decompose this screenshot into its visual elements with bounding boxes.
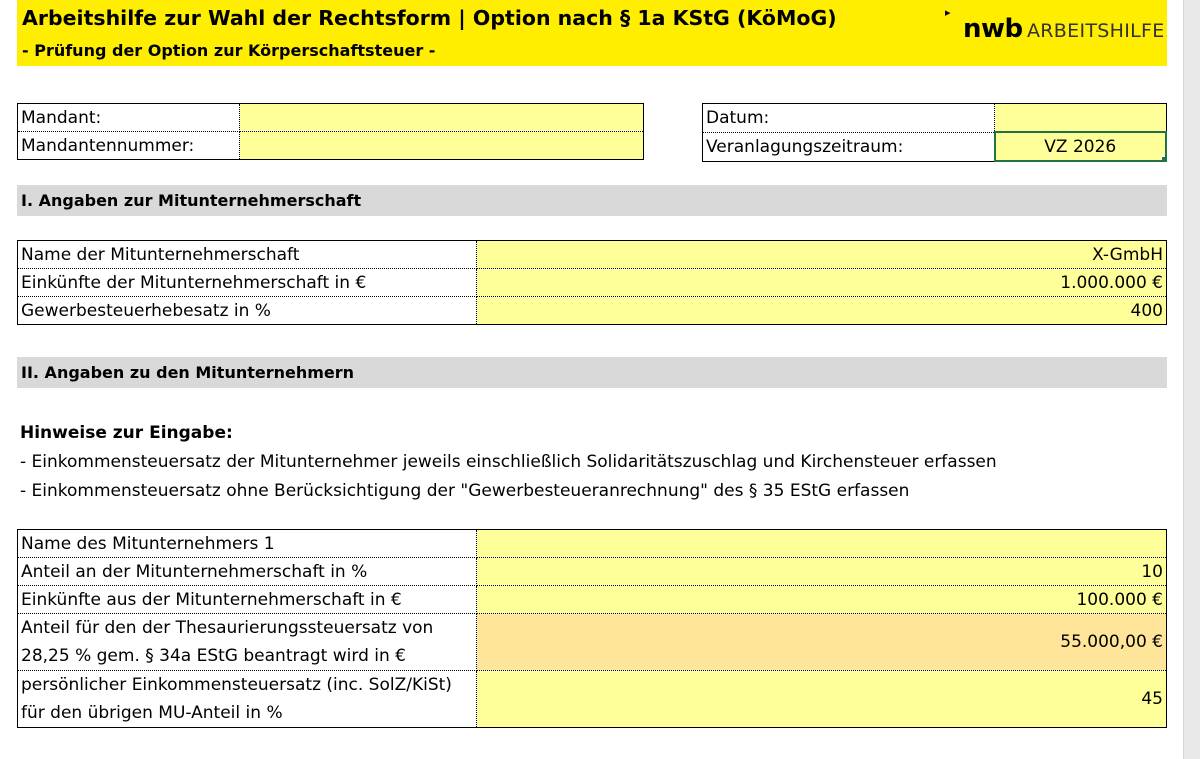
- name-mitunternehmer-input[interactable]: [477, 530, 1167, 558]
- mandant-input[interactable]: [240, 104, 644, 132]
- section-2-header: [17, 357, 1167, 388]
- hint-2: - Einkommensteuersatz ohne Berücksichtigung der "Gewerbesteueranrechnung" des § 35 EStG erfassen: [20, 481, 910, 501]
- row-label: persönlicher Einkommensteuersatz (inc. SolZ/KiSt) für den übrigen MU-Anteil in %: [18, 671, 477, 728]
- veranlagungszeitraum-value: VZ 2026: [1044, 136, 1117, 157]
- row-label: Name der Mitunternehmerschaft: [18, 241, 477, 269]
- logo-text: ARBEITSHILFE: [1027, 20, 1165, 42]
- row-label: Einkünfte der Mitunternehmerschaft in €: [18, 269, 477, 297]
- section-2-table: [17, 529, 1167, 728]
- table-row: [18, 614, 1167, 671]
- row-label: Einkünfte aus der Mitunternehmerschaft in €: [18, 586, 477, 614]
- mandantennummer-label: Mandantennummer:: [18, 132, 240, 160]
- steuersatz-input[interactable]: 45: [477, 671, 1167, 728]
- section-1-header: [17, 185, 1167, 216]
- datum-label: Datum:: [703, 104, 995, 133]
- name-mitunternehmerschaft-input[interactable]: X-GmbH: [477, 241, 1167, 269]
- section-1-title: I. Angaben zur Mitunternehmerschaft: [21, 191, 362, 210]
- table-row: [18, 586, 1167, 614]
- mandant-label: Mandant:: [18, 104, 240, 132]
- table-row: [18, 269, 1167, 297]
- section-1-table: [17, 240, 1167, 325]
- hint-1: - Einkommensteuersatz der Mitunternehmer jeweils einschließlich Solidaritätszuschlag und Kirchensteuer erfassen: [20, 452, 997, 472]
- section-2-title: II. Angaben zu den Mitunternehmern: [21, 363, 355, 382]
- page-subtitle: - Prüfung der Option zur Körperschaftsteuer -: [22, 41, 436, 60]
- nwb-logo: [945, 4, 1165, 44]
- client-table: [17, 103, 644, 160]
- row-label: Gewerbesteuerhebesatz in %: [18, 297, 477, 325]
- table-row: [18, 558, 1167, 586]
- einkuenfte-mu-input[interactable]: 100.000 €: [477, 586, 1167, 614]
- veranlagungszeitraum-label: Veranlagungszeitraum:: [703, 132, 995, 161]
- date-table: [702, 103, 1167, 162]
- logo-arrow-icon: ▸: [945, 6, 951, 19]
- hints-title: Hinweise zur Eingabe:: [20, 423, 233, 443]
- veranlagungszeitraum-input[interactable]: [995, 132, 1167, 161]
- row-label: Anteil an der Mitunternehmerschaft in %: [18, 558, 477, 586]
- logo-brand: nwb: [963, 14, 1023, 44]
- table-row: [18, 530, 1167, 558]
- datum-input[interactable]: [995, 104, 1167, 133]
- table-row: [18, 297, 1167, 325]
- table-row: [18, 671, 1167, 728]
- row-label: Name des Mitunternehmers 1: [18, 530, 477, 558]
- table-row: [18, 241, 1167, 269]
- scrollbar-strip[interactable]: [1183, 0, 1200, 759]
- einkuenfte-input[interactable]: 1.000.000 €: [477, 269, 1167, 297]
- fill-handle[interactable]: [1161, 156, 1166, 161]
- page-title: Arbeitshilfe zur Wahl der Rechtsform | Option nach § 1a KStG (KöMoG): [22, 6, 837, 30]
- row-label: Anteil für den der Thesaurierungssteuersatz von 28,25 % gem. § 34a EStG beantragt wird in €: [18, 614, 477, 671]
- mandantennummer-input[interactable]: [240, 132, 644, 160]
- thesaurierung-value: 55.000,00 €: [477, 614, 1167, 671]
- hebesatz-input[interactable]: 400: [477, 297, 1167, 325]
- anteil-input[interactable]: 10: [477, 558, 1167, 586]
